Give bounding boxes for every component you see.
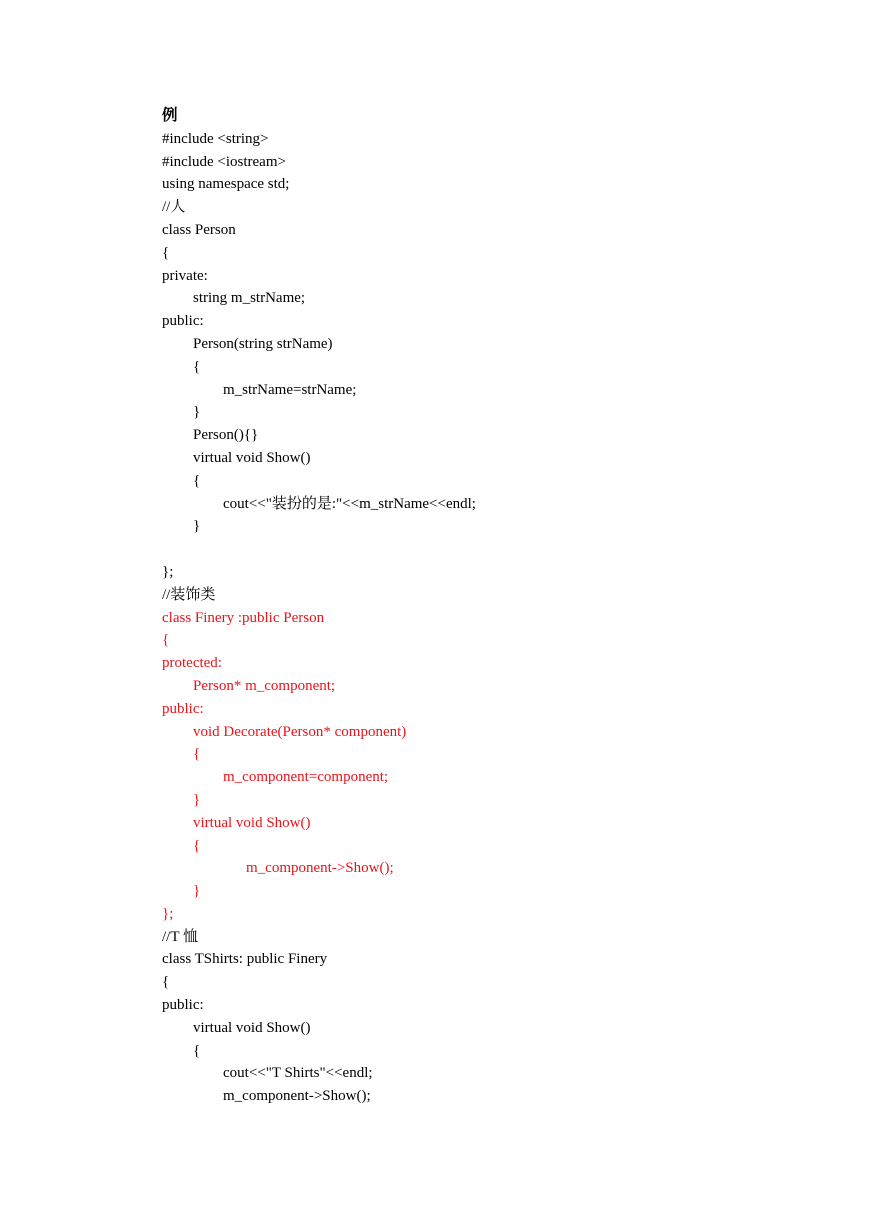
code-line: m_component->Show(); [223,1088,371,1105]
code-line: #include <string> [162,130,269,147]
code-comment: //T 恤 [162,928,198,945]
code-line-highlighted: { [193,837,201,854]
code-line: virtual void Show() [193,1019,311,1036]
code-comment: //装饰类 [162,586,216,603]
code-line: } [193,404,201,421]
code-listing [162,105,802,1108]
code-line: public: [162,313,204,330]
code-line-highlighted: void Decorate(Person* component) [193,723,407,740]
code-line: { [193,1042,201,1059]
code-line: }; [162,563,174,580]
code-line-highlighted: protected: [162,655,222,672]
code-line: public: [162,997,204,1014]
code-line-highlighted: } [193,883,201,900]
code-line: #include <iostream> [162,153,286,170]
code-line-highlighted: virtual void Show() [193,814,311,831]
code-line: m_strName=strName; [223,381,357,398]
code-line: } [193,518,201,535]
code-line: using namespace std; [162,176,290,193]
code-line-highlighted: Person* m_component; [193,677,336,694]
code-line-highlighted: { [162,632,170,649]
code-line-highlighted: }; [162,905,174,922]
code-line-highlighted: m_component->Show(); [246,860,394,877]
code-comment: //人 [162,199,186,216]
code-line-highlighted: m_component=component; [223,769,389,786]
code-line-highlighted: { [193,746,201,763]
code-line: { [162,244,170,261]
code-line: private: [162,267,208,284]
code-line: Person(string strName) [193,335,333,352]
code-line: { [193,358,201,375]
code-line: class TShirts: public Finery [162,951,328,968]
code-line: { [193,472,201,489]
code-line: cout<<"装扮的是:"<<m_strName<<endl; [223,495,476,512]
code-line-highlighted: } [193,791,201,808]
code-line: string m_strName; [193,290,306,307]
code-line: Person(){} [193,427,259,444]
code-line-highlighted: public: [162,700,204,717]
code-line-highlighted: class Finery :public Person [162,609,325,626]
code-line: virtual void Show() [193,449,311,466]
example-heading: 例 [162,107,178,124]
code-line: { [162,974,170,991]
code-line: cout<<"T Shirts"<<endl; [223,1065,373,1082]
code-line: class Person [162,221,236,238]
code-blank-line [162,538,802,561]
